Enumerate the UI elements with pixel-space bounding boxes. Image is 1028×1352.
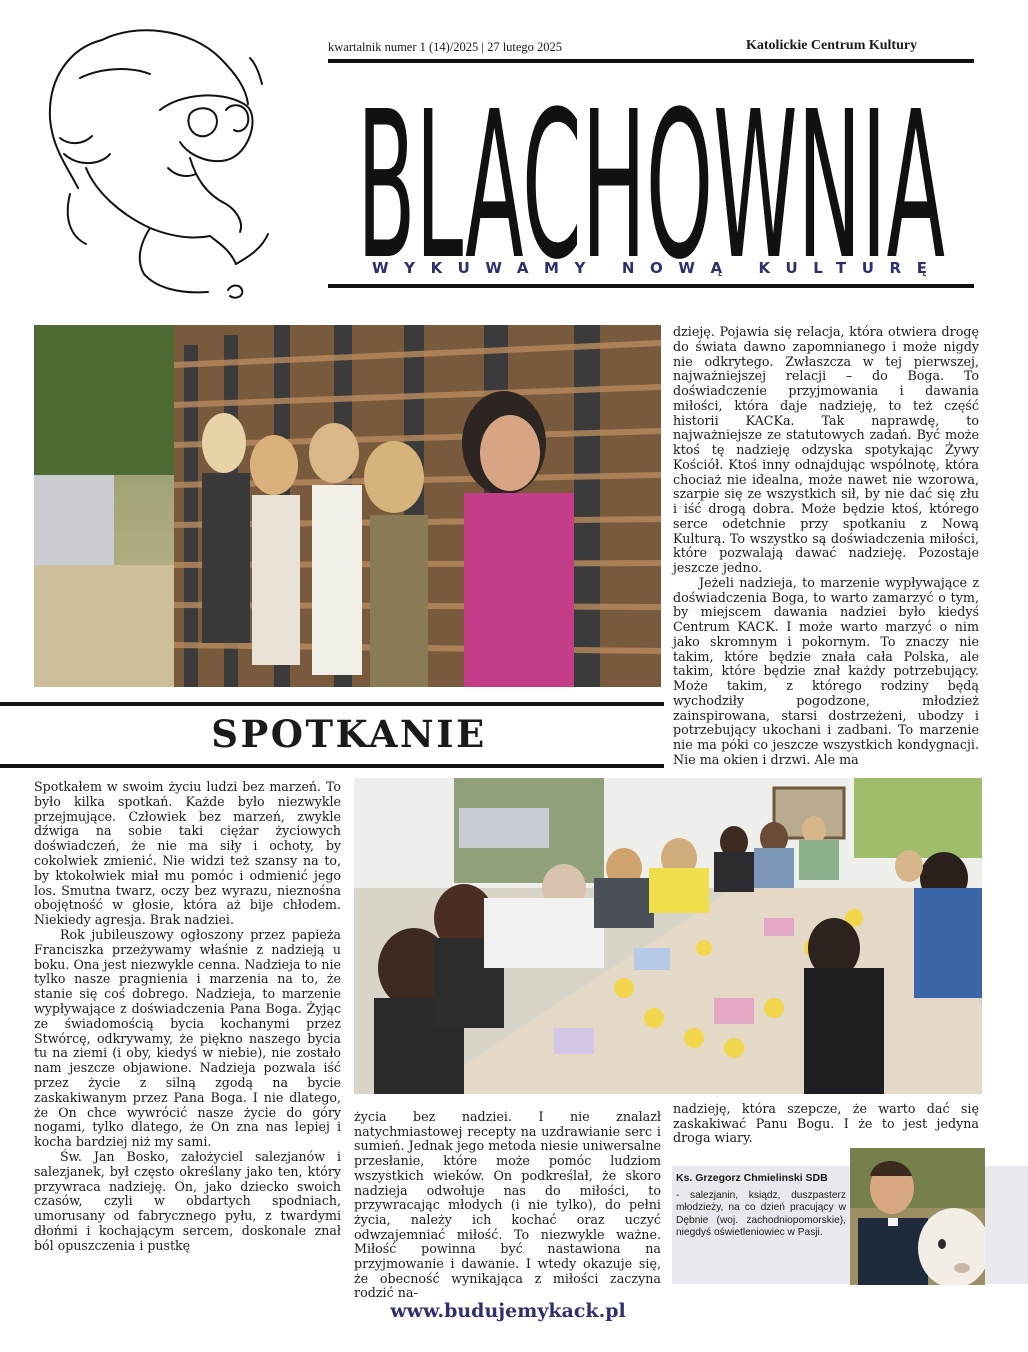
organization-name: Katolickie Centrum Kultury <box>746 38 918 53</box>
author-photo <box>850 1148 985 1285</box>
paragraph: Rok jubileuszowy ogłoszony przez papieża Franciszka przeżywamy właśnie z nadzieją u boku. Ona jest niezwykle cenna. Nadzieja to nie tylko nasze pragnienia i marzenia na to, że stanie się coś dobrego. Nadzieja, to marzenie wypływające z doświadczenia Pana Boga. Żyjąc ze świadomością bycia kochanymi przez Stwórcę, odkrywamy, że piękno naszego bycia tu na ziemi (i oby, kiedyś w niebie), nie zostało nam jeszcze objawione. Nadzieja pozwala iść przez życie z silną zgodą na bycie zaskakiwanym przez Pana Boga. I nie dlatego, że On chce wywrócić nasze życie do góry nogami, tylko dlatego, że On zna nas lepiej i kocha bardziej niż my sami. <box>34 926 341 1150</box>
article-column-3-bottom <box>673 1102 979 1146</box>
tagline: WYKUWAMY NOWĄ KULTURĘ <box>372 259 943 277</box>
photo-women-by-fence <box>34 325 661 687</box>
author-name: Ks. Grzegorz Chmielinski SDB <box>676 1172 828 1184</box>
article-column-3-top <box>673 325 979 768</box>
masthead-title: BLACHOWNIA <box>357 68 945 262</box>
paragraph: życia bez nadziei. I nie znalazł natychmiastowej recepty na uzdrawianie serc i sumień. Jednak jego metoda niesie uniwersalne przesłanie, które może pomóc ludziom wszystkich wieków. On podkreślał, że skoro nadzieja odwołuje nas do miłości, to przywracając młodych (i nie tylko), do pełni życia, należy ich kochać oraz uczyć odwzajemniać miłość. To niezwykle ważne. Miłość powinna być nastawiona na przyjmowanie i dawanie. I wtedy okazuje się, że obecność wynikająca z miłości zaczyna rodzić na- <box>354 1109 661 1301</box>
article-title: SPOTKANIE <box>211 712 487 756</box>
title-bottom-rule <box>0 764 664 768</box>
author-bio: - salezjanin, ksiądz, duszpasterz młodzieży, na co dzień pracujący w Dębnie (woj. zachodniopomorskie), niegdyś oświetleniowiec w Pasji. <box>676 1190 846 1238</box>
issue-info: kwartalnik numer 1 (14)/2025 | 27 lutego 2025 <box>328 40 563 54</box>
header-bottom-rule <box>328 284 974 288</box>
paragraph: nadzieję, która szepcze, że warto dać się zaskakiwać Panu Bogu. I że to jest jedyna droga wiary. <box>673 1101 979 1146</box>
founder-sketch-logo <box>40 18 280 300</box>
author-info <box>676 1172 846 1239</box>
title-top-rule <box>0 702 664 706</box>
photo-workshop-table <box>354 778 982 1094</box>
paragraph: Św. Jan Bosko, założyciel salezjanów i salezjanek, był często określany jako ten, który przywraca nadzieję. On, jako dziecko swoich czasów, czyli w obdartych spodniach, umorusany od fabrycznego pyłu, z twardymi dłońmi i kochającym sercem, doskonale znał ból opuszczenia i pustkę <box>34 1148 341 1253</box>
article-column-2 <box>354 1110 661 1301</box>
paragraph: Jeżeli nadzieja, to marzenie wypływające z doświadczenia Boga, to warto zamarzyć o tym, by miejscem dawania nadziei było kiedyś Centrum KACK. I może warto marzyć o nim jako skromnym i pokornym. To znaczy nie takim, które będzie znała cała Polska, ale takim, które będzie znał każdy potrzebujący. Może takim, z którego rodziny będą wychodziły pogodzone, młodzież zainspirowana, starsi dostrzeżeni, ubodzy i potrzebujący ukochani i zadbani. To marzenie nie ma póki co jeszcze wszystkich kondygnacji. Nie ma okien i drzwi. Ale ma <box>673 574 979 767</box>
paragraph: dzieję. Pojawia się relacja, która otwiera drogę do świata dawno zapomnianego i może nigdy nie odkrytego. Zwłaszcza w tej pierwszej, najważniejszej relacji – do Boga. To doświadczenie przyjmowania i dawania miłości, która daje nadzieję, to też część historii KACKa. Tak naprawdę, to najważniejsze ze statutowych zadań. Być może ktoś tę nadzieję odzyska spotykając Żywy Kościół. Ktoś inny odnajdując wspólnotę, która chociaż nie idealna, może nawet nie wzorowa, szarpie się ze wszystkich sił, by nie dać się złu i iść drogą dobra. Może będzie ktoś, którego serce odetchnie przy spotkaniu z Nową Kulturą. To wszystko są doświadczenia miłości, które pozwalają dawać nadzieję. Pozostaje jeszcze jedno. <box>673 324 979 575</box>
paragraph: Spotkałem w swoim życiu ludzi bez marzeń. To było kilka spotkań. Każde było niezwykle przejmujące. Człowiek bez marzeń, zwykle dźwiga na sobie taki ciężar życiowych doświadczeń, że nie ma siły i ochoty, by cokolwiek zmienić. Nie widzi też szansy na to, by ktokolwiek miał mu pomóc i odmienić jego los. Smutna twarz, oczy bez wyrazu, nieznośna obojętność w głosie, która aż bije chłodem. Niekiedy agresja. Brak nadziei. <box>34 779 341 928</box>
masthead <box>328 62 974 262</box>
footer-website-link[interactable]: www.budujemykack.pl <box>390 1300 626 1322</box>
article-column-1 <box>34 780 341 1254</box>
